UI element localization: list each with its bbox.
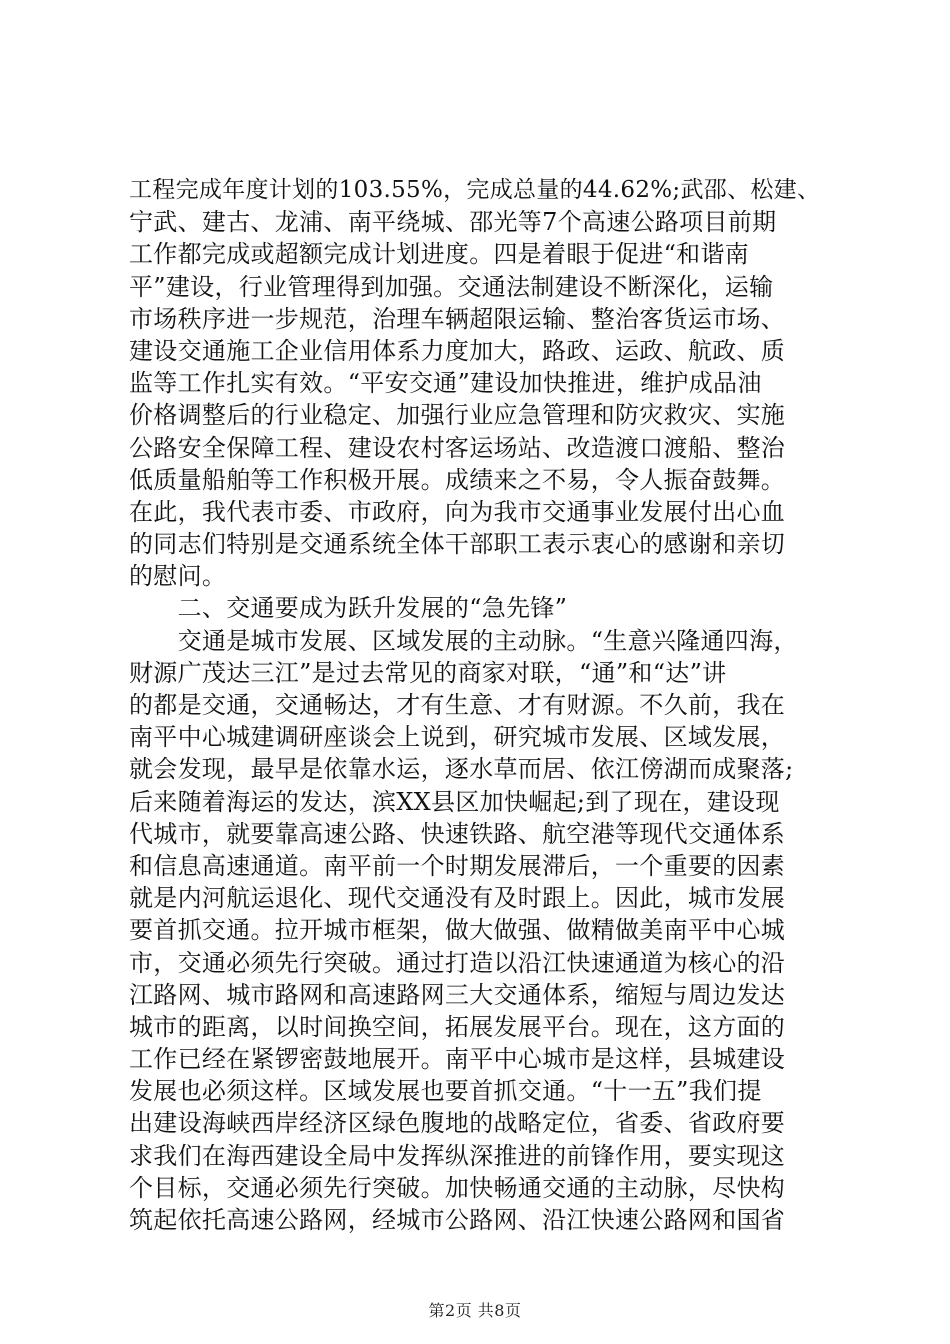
text-line: 交通是城市发展、区域发展的主动脉。“生意兴隆通四海，	[129, 626, 798, 655]
text-line: 的慰问。	[129, 562, 227, 591]
text-line: 平”建设，行业管理得到加强。交通法制建设不断深化，运输	[129, 272, 774, 301]
text-line: 的都是交通，交通畅达，才有生意、才有财源。不久前，我在	[129, 691, 786, 719]
text-line: 监等工作扎实有效。“平安交通”建设加快推进，维护成品油	[129, 369, 762, 398]
text-line: 在此，我代表市委、市政府，向为我市交通事业发展付出心血	[129, 497, 786, 526]
text-line: 价格调整后的行业稳定、加强行业应急管理和防灾救灾、实施	[129, 401, 786, 430]
text-line: 筑起依托高速公路网，经城市公路网、沿江快速公路网和国省	[129, 1206, 786, 1234]
text-line: 建设交通施工企业信用体系力度加大，路政、运政、航政、质	[129, 336, 786, 365]
text-line: 南平中心城建调研座谈会上说到，研究城市发展、区域发展，	[129, 723, 786, 752]
text-line: 工作都完成或超额完成计划进度。四是着眼于促进“和谐南	[129, 240, 750, 269]
text-line: 求我们在海西建设全局中发挥纵深推进的前锋作用，要实现这	[129, 1141, 786, 1170]
text-line: 宁武、建古、龙浦、南平绕城、邵光等7个高速公路项目前期	[129, 208, 777, 237]
text-line: 就是内河航运退化、现代交通没有及时跟上。因此，城市发展	[129, 884, 786, 913]
text-line: 就会发现，最早是依靠水运，逐水草而居、依江傍湖而成聚落;	[129, 755, 794, 784]
text-line: 财源广茂达三江”是过去常见的商家对联，“通”和“达”讲	[129, 658, 727, 687]
text-line: 要首抓交通。拉开城市框架，做大做强、做精做美南平中心城	[129, 916, 786, 945]
text-line: 个目标，交通必须先行突破。加快畅通交通的主动脉，尽快构	[129, 1173, 786, 1202]
text-line: 低质量船舶等工作积极开展。成绩来之不易，令人振奋鼓舞。	[129, 465, 786, 494]
text-line: 发展也必须这样。区域发展也要首抓交通。“十一五”我们提	[129, 1077, 762, 1106]
text-line: 江路网、城市路网和高速路网三大交通体系，缩短与周边发达	[129, 980, 786, 1009]
text-line: 工作已经在紧锣密鼓地展开。南平中心城市是这样，县城建设	[129, 1045, 786, 1074]
text-line: 公路安全保障工程、建设农村客运场站、改造渡口渡船、整治	[129, 433, 786, 462]
text-line: 和信息高速通道。南平前一个时期发展滞后，一个重要的因素	[129, 851, 786, 880]
text-line: 工程完成年度计划的103.55%，完成总量的44.62%;武邵、松建、	[129, 177, 821, 203]
text-line: 城市的距离，以时间换空间，拓展发展平台。现在，这方面的	[129, 1012, 786, 1041]
text-line: 代城市，就要靠高速公路、快速铁路、航空港等现代交通体系	[129, 819, 786, 848]
section-heading: 二、交通要成为跃升发展的“急先锋”	[129, 594, 568, 623]
text-line: 的同志们特别是交通系统全体干部职工表示衷心的感谢和亲切	[129, 530, 786, 559]
body-text	[129, 174, 829, 1236]
text-line: 市，交通必须先行突破。通过打造以沿江快速通道为核心的沿	[129, 948, 786, 977]
text-line: 出建设海峡西岸经济区绿色腹地的战略定位，省委、省政府要	[129, 1109, 786, 1138]
text-line: 市场秩序进一步规范，治理车辆超限运输、整治客货运市场、	[129, 304, 786, 333]
text-line: 后来随着海运的发达，滨XX县区加快崛起;到了现在，建设现	[129, 787, 780, 816]
page-number: 第2页 共8页	[428, 1301, 522, 1320]
